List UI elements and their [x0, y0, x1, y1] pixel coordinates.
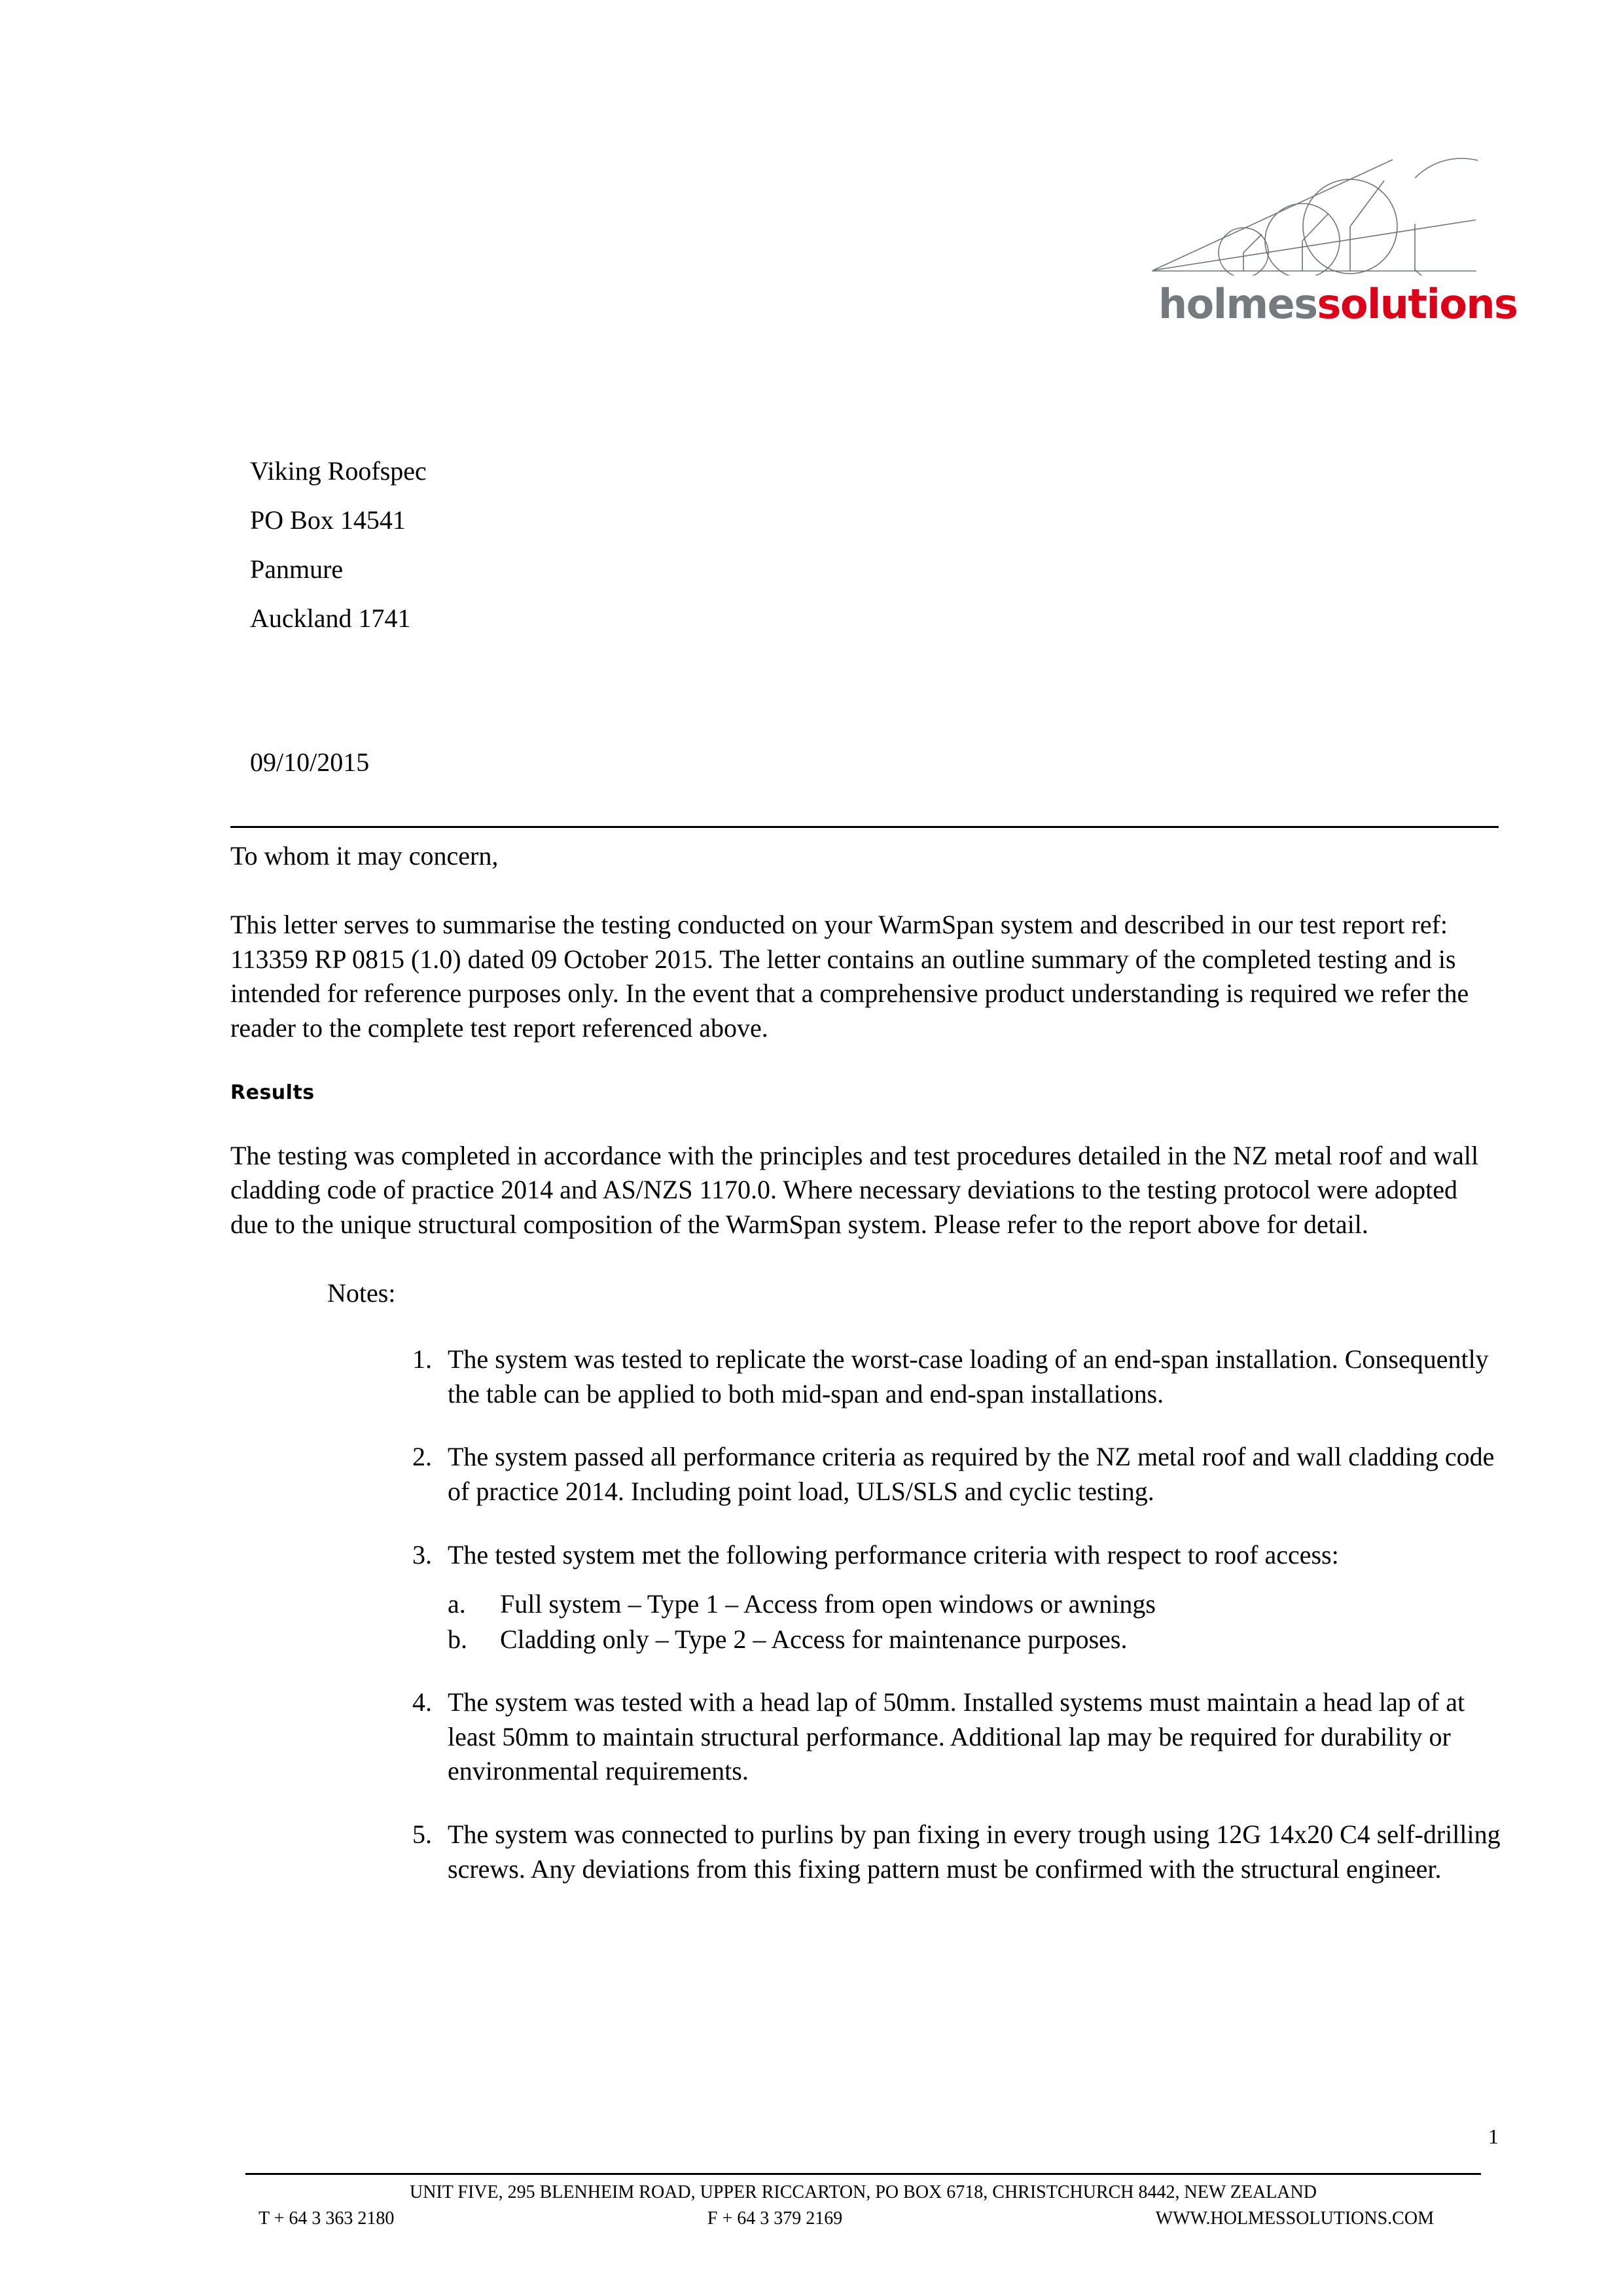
note-text: The system passed all performance criteria as required by the NZ metal roof and wall cladding code of practice 2014. Including point load, ULS/SLS and cyclic testing. [448, 1442, 1495, 1507]
subitem-text: Cladding only – Type 2 – Access for maintenance purposes. [500, 1624, 1128, 1654]
address-line-suburb: Panmure [250, 554, 344, 584]
footer-contacts [245, 2206, 1481, 2232]
logo-wordmark [1158, 280, 1518, 328]
page-number: 1 [1488, 2125, 1499, 2148]
note-number: 2. [412, 1442, 432, 1472]
note-number: 5. [412, 1820, 432, 1850]
header-divider-rule [230, 826, 1499, 828]
note-item [230, 1538, 1508, 1657]
footer-website: WWW.HOLMESSOLUTIONS.COM [1155, 2208, 1434, 2229]
logo-geometric-mark [1150, 154, 1478, 276]
note-number: 1. [412, 1344, 432, 1374]
footer-fax: F + 64 3 379 2169 [707, 2208, 843, 2229]
subitem-marker: a. [448, 1588, 466, 1619]
notes-label: Notes: [327, 1278, 396, 1308]
note-item [230, 1818, 1508, 1887]
subitem-text: Full system – Type 1 – Access from open windows or awnings [500, 1588, 1156, 1619]
letter-date: 09/10/2015 [250, 747, 370, 777]
address-line-company: Viking Roofspec [250, 456, 427, 486]
results-heading: Results [230, 1081, 315, 1104]
logo-wordmark-solutions: solutions [1317, 280, 1518, 328]
letter-body [230, 839, 1507, 1916]
logo-wordmark-holmes: holmes [1158, 280, 1317, 328]
note-item [230, 1342, 1508, 1412]
footer-phone: T + 64 3 363 2180 [259, 2208, 395, 2229]
address-line-city: Auckland 1741 [250, 603, 411, 633]
footer-divider-rule [245, 2173, 1481, 2175]
salutation: To whom it may concern, [230, 841, 499, 870]
note-subitem [448, 1587, 1508, 1621]
note-item [230, 1685, 1508, 1789]
note-number: 4. [412, 1687, 432, 1717]
note-item [230, 1440, 1508, 1509]
company-logo [1150, 154, 1518, 351]
note-text: The tested system met the following performance criteria with respect to roof access: [448, 1539, 1339, 1570]
address-line-pobox: PO Box 14541 [250, 505, 406, 535]
note-subitem [448, 1623, 1508, 1657]
note-text: The system was tested with a head lap of 50mm. Installed systems must maintain a head lap of at least 50mm to maintain structural performance. Additional lap may be required for durability or environmental requirements. [448, 1687, 1465, 1786]
note-text: The system was connected to purlins by pan fixing in every trough using 12G 14x20 C4 self-drilling screws. Any deviations from this fixing pattern must be confirmed with the structural engineer. [448, 1820, 1501, 1884]
footer-address: UNIT FIVE, 295 BLENHEIM ROAD, UPPER RICCARTON, PO BOX 6718, CHRISTCHURCH 8442, NEW ZEALAND [410, 2182, 1317, 2202]
page-footer [245, 2179, 1481, 2232]
subitem-marker: b. [448, 1624, 467, 1654]
recipient-address [250, 458, 427, 655]
intro-paragraph: This letter serves to summarise the testing conducted on your WarmSpan system and described in our test report ref: 113359 RP 0815 (1.0) dated 09 October 2015. The letter contains an outline summary of the completed testing and is intended for reference purposes only. In the event that a comprehensive product understanding is required we refer the reader to the complete test report referenced above. [230, 909, 1469, 1043]
notes-list [230, 1342, 1507, 1887]
note-number: 3. [412, 1539, 432, 1570]
results-paragraph: The testing was completed in accordance with the principles and test procedures detailed in the NZ metal roof and wall cladding code of practice 2014 and AS/NZS 1170.0. Where necessary deviations to the testing protocol were adopted due to the unique structural composition of the WarmSpan system. Please refer to the report above for detail. [230, 1140, 1479, 1240]
note-sublist [448, 1587, 1508, 1657]
note-text: The system was tested to replicate the worst-case loading of an end-span installation. Consequently the table can be applied to both mid-span and end-span installations. [448, 1344, 1489, 1408]
